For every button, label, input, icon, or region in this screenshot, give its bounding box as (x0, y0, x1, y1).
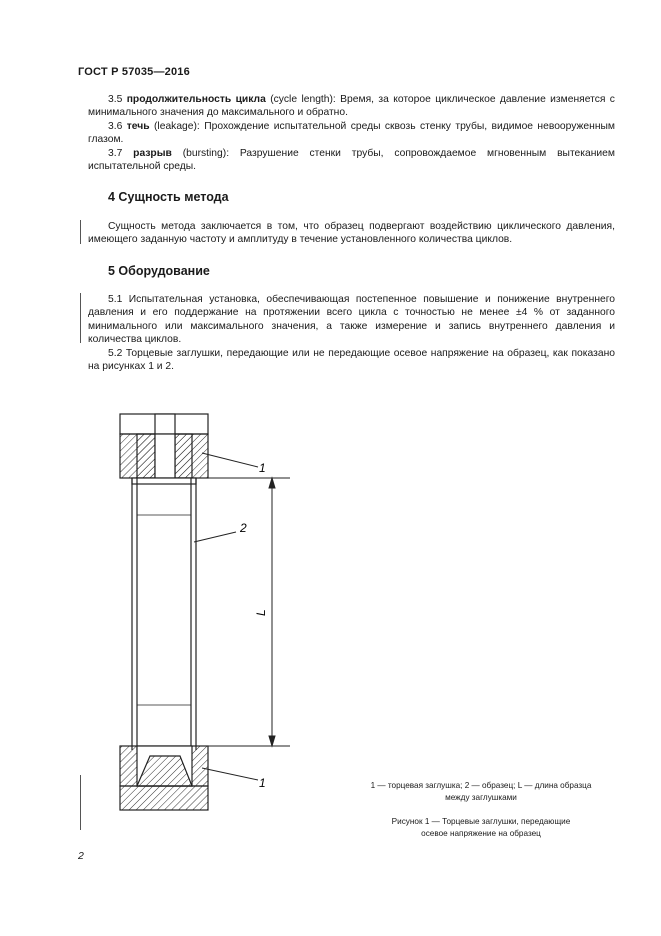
change-bar (80, 220, 81, 244)
page-number: 2 (78, 850, 84, 862)
figure-caption: Рисунок 1 — Торцевые заглушки, передающие осевое напряжение на образец (391, 817, 571, 838)
leader-lines (194, 453, 258, 780)
section-4-text: Сущность метода заключается в том, что образец подвергают воздействию циклического давления, имеющего заданную частоту и амплитуду в течение установленного количества циклов. (88, 221, 615, 246)
bottom-end-cap (120, 746, 208, 810)
definition-3-7: 3.7 разрыв (bursting): Разрушение стенки трубы, сопровождаемое мгновенным вытеканием испытательной среды. (88, 147, 615, 173)
section-4-title: 4 Сущность метода (108, 190, 229, 204)
section-5-title: 5 Оборудование (108, 264, 210, 278)
definitions-block (88, 93, 615, 173)
dimension-L (196, 478, 290, 746)
definition-3-6: 3.6 течь (leakage): Прохождение испытательной среды сквозь стенку трубы, видимое невооруженным глазом. (88, 120, 615, 146)
label-1-top: 1 (259, 461, 266, 475)
document-header: ГОСТ Р 57035—2016 (78, 66, 190, 78)
label-1-bottom: 1 (259, 776, 266, 790)
change-bar (80, 293, 81, 343)
figure-legend: 1 — торцевая заглушка; 2 — образец; L — длина образца между заглушками (370, 781, 592, 802)
section-5-text: 5.1 Испытательная установка, обеспечивающая постепенное повышение и понижение внутреннего давления и его поддержание на протяжении всего цикла с точностью не менее ±4 % от заданного минимального или максимального значения, а также измерение и запись внутреннего давления и количества циклов. 5.2 Торцевые заглушки, передающие или не передающие осевое напряжение на образец, как показано на рисунках 1 и 2. (88, 294, 615, 373)
label-2: 2 (240, 521, 247, 535)
top-end-cap (120, 414, 208, 484)
label-L: L (254, 609, 268, 616)
figure-drawing (0, 380, 340, 820)
definition-3-5: 3.5 продолжительность цикла (cycle length): Время, за которое циклическое давление изменяется с минимального значения до максимального и обратно. (88, 94, 615, 119)
pipe-specimen (132, 478, 196, 750)
